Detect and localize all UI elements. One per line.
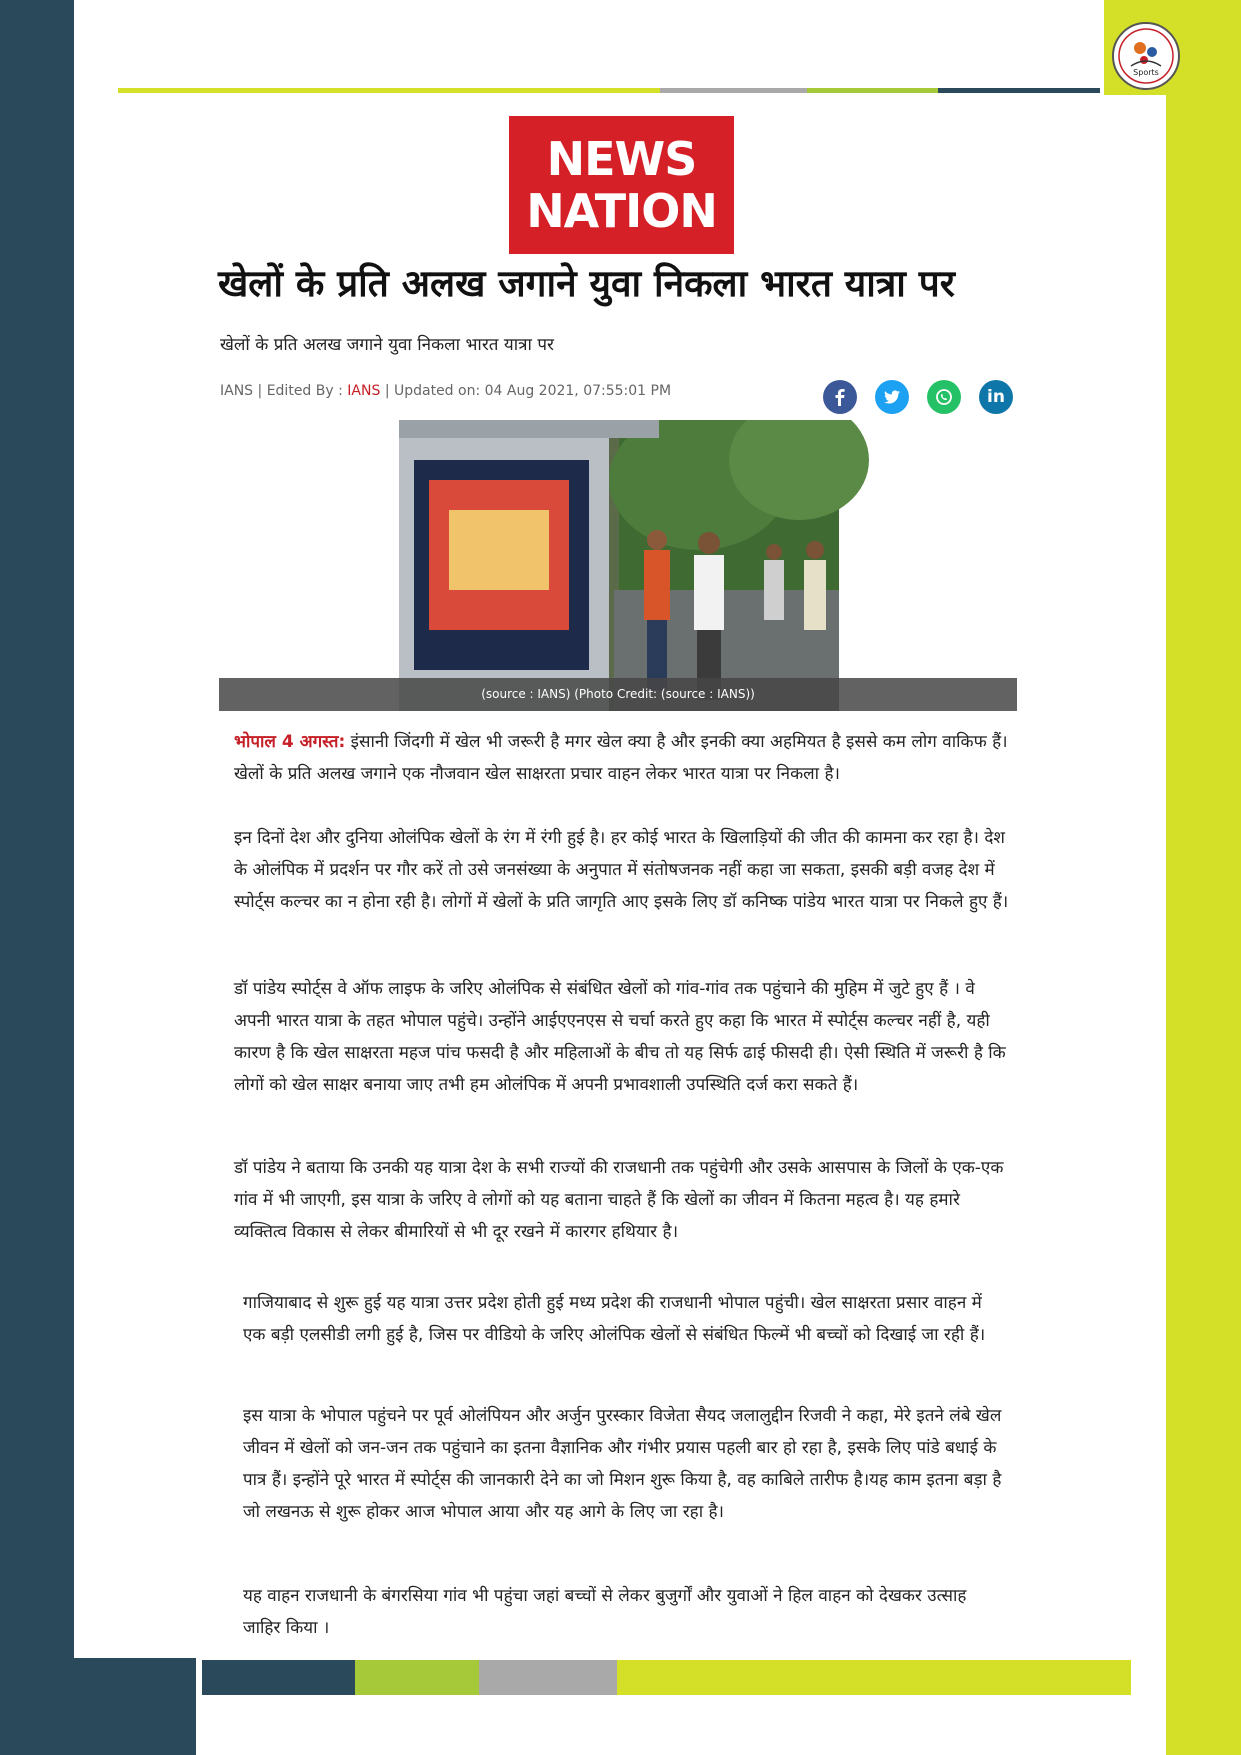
photo-caption: (source : IANS) (Photo Credit: (source : IANS))	[219, 678, 1017, 711]
article-subheadline: खेलों के प्रति अलख जगाने युवा निकला भारत यात्रा पर	[220, 335, 554, 355]
whatsapp-icon[interactable]	[927, 380, 961, 414]
dateline: भोपाल 4 अगस्त:	[234, 732, 346, 752]
logo-line-1: NEWS	[546, 132, 697, 186]
meta-source: IANS	[220, 383, 254, 399]
sports-badge-icon	[1116, 26, 1176, 86]
article-paragraph-7: यह वाहन राजधानी के बंगरसिया गांव भी पहुंचा जहां बच्चों से लेकर बुजुर्गों और युवाओं ने हिल वाहन को देखकर उत्साह जाहिर किया ।	[243, 1586, 967, 1638]
meta-updated: Updated on: 04 Aug 2021, 07:55:01 PM	[393, 383, 672, 399]
bottom-strip-grey	[479, 1660, 617, 1695]
meta-edited-by-label: Edited By :	[266, 383, 343, 399]
bottom-strip-navy	[202, 1660, 355, 1695]
meta-editor-link[interactable]: IANS	[347, 383, 381, 399]
article-paragraph-5: गाजियाबाद से शुरू हुई यह यात्रा उत्तर प्रदेश होती हुई मध्य प्रदेश की राजधानी भोपाल पहुंची। खेल साक्षरता प्रसार वाहन में एक बड़ी एलसीडी लगी हुई है, जिस पर वीडियो के जरिए ओलंपिक खेलों से संबंधित फिल्में भी बच्चों को दिखाई जा रही हैं।	[243, 1293, 986, 1345]
paragraph-1-text: इंसानी जिंदगी में खेल भी जरूरी है मगर खेल क्या है और इनकी क्या अहमियत है इससे कम लोग वाकिफ हैं। खेलों के प्रति अलख जगाने एक नौजवान खेल साक्षरता प्रचार वाहन लेकर भारत यात्रा पर निकला है।	[234, 732, 1008, 784]
sports-badge-logo	[1112, 22, 1180, 90]
bottom-strip-lime	[617, 1660, 1131, 1695]
badge-text: Sports	[1133, 68, 1159, 77]
article-photo	[219, 420, 1017, 711]
photo-illustration	[219, 420, 1017, 711]
article-paragraph-2: इन दिनों देश और दुनिया ओलंपिक खेलों के रंग में रंगी हुई है। हर कोई भारत के खिलाड़ियों की जीत की कामना कर रहा है। देश के ओलंपिक में प्रदर्शन पर गौर करें तो उसे जनसंख्या के अनुपात में संतोषजनक नहीं कहा जा सकता, इसकी बड़ी वजह देश में स्पोर्ट्स कल्चर का न होना रही है। लोगों में खेलों के प्रति जागृति आए इसके लिए डॉ कनिष्क पांडेय भारत यात्रा पर निकले हुए हैं।	[234, 828, 1009, 912]
bottom-left-decor-block	[0, 1658, 196, 1755]
article-headline: खेलों के प्रति अलख जगाने युवा निकला भारत यात्रा पर	[218, 262, 955, 305]
article-paragraph-4: डॉ पांडेय ने बताया कि उनकी यह यात्रा देश के सभी राज्यों की राजधानी तक पहुंचेगी और उसके आसपास के जिलों के एक-एक गांव में भी जाएगी, इस यात्रा के जरिए वे लोगों को यह बताना चाहते हैं कि खेलों का जीवन में कितना महत्व है। यह हमारे व्यक्तित्व विकास से लेकर बीमारियों से भी दूर रखने में कारगर हथियार है।	[234, 1158, 1004, 1242]
top-line-grey	[660, 88, 807, 93]
news-nation-logo[interactable]	[509, 116, 734, 254]
bottom-strip-green	[355, 1660, 479, 1695]
article-paragraph-3: डॉ पांडेय स्पोर्ट्स वे ऑफ लाइफ के जरिए ओलंपिक से संबंधित खेलों को गांव-गांव तक पहुंचाने की मुहिम में जुटे हुए हैं । वे अपनी भारत यात्रा के तहत भोपाल पहुंचे। उन्होंने आईएएनएस से चर्चा करते हुए कहा कि भारत में स्पोर्ट्स कल्चर नहीं है, यही कारण है कि खेल साक्षरता महज पांच फसदी है और महिलाओं के बीच तो यह सिर्फ ढाई फीसदी ही। ऐसी स्थिति में जरूरी है कि लोगों को खेल साक्षर बनाया जाए तभी हम ओलंपिक में अपनी प्रभावशाली उपस्थिति दर्ज करा सकते हैं।	[234, 979, 1006, 1095]
twitter-icon[interactable]	[875, 380, 909, 414]
top-line-navy	[938, 88, 1100, 93]
article-paragraph-6: इस यात्रा के भोपाल पहुंचने पर पूर्व ओलंपियन और अर्जुन पुरस्कार विजेता सैयद जलालुद्दीन रिजवी ने कहा, मेरे इतने लंबे खेल जीवन में खेलों को जन-जन तक पहुंचाने का इतना वैज्ञानिक और गंभीर प्रयास पहली बार हो रहा है, इसके लिए पांडे बधाई के पात्र हैं। इन्होंने पूरे भारत में स्पोर्ट्स की जानकारी देने का जो मिशन शुरू किया है, वह काबिले तारीफ है।यह काम इतना बड़ा है जो लखनऊ से शुरू होकर आज भोपाल आया और यह आगे के लिए जा रहा है।	[243, 1406, 1002, 1522]
right-decor-bar	[1166, 95, 1241, 1755]
top-line-lime	[118, 88, 660, 93]
article-meta: IANS | Edited By : IANS | Updated on: 04 Aug 2021, 07:55:01 PM	[220, 383, 672, 399]
top-line-green	[807, 88, 938, 93]
logo-line-2: NATION	[526, 184, 717, 238]
article-paragraph-1	[234, 726, 1014, 790]
linkedin-icon[interactable]: in	[979, 380, 1013, 414]
left-decor-bar	[0, 0, 74, 1755]
facebook-icon[interactable]	[823, 380, 857, 414]
